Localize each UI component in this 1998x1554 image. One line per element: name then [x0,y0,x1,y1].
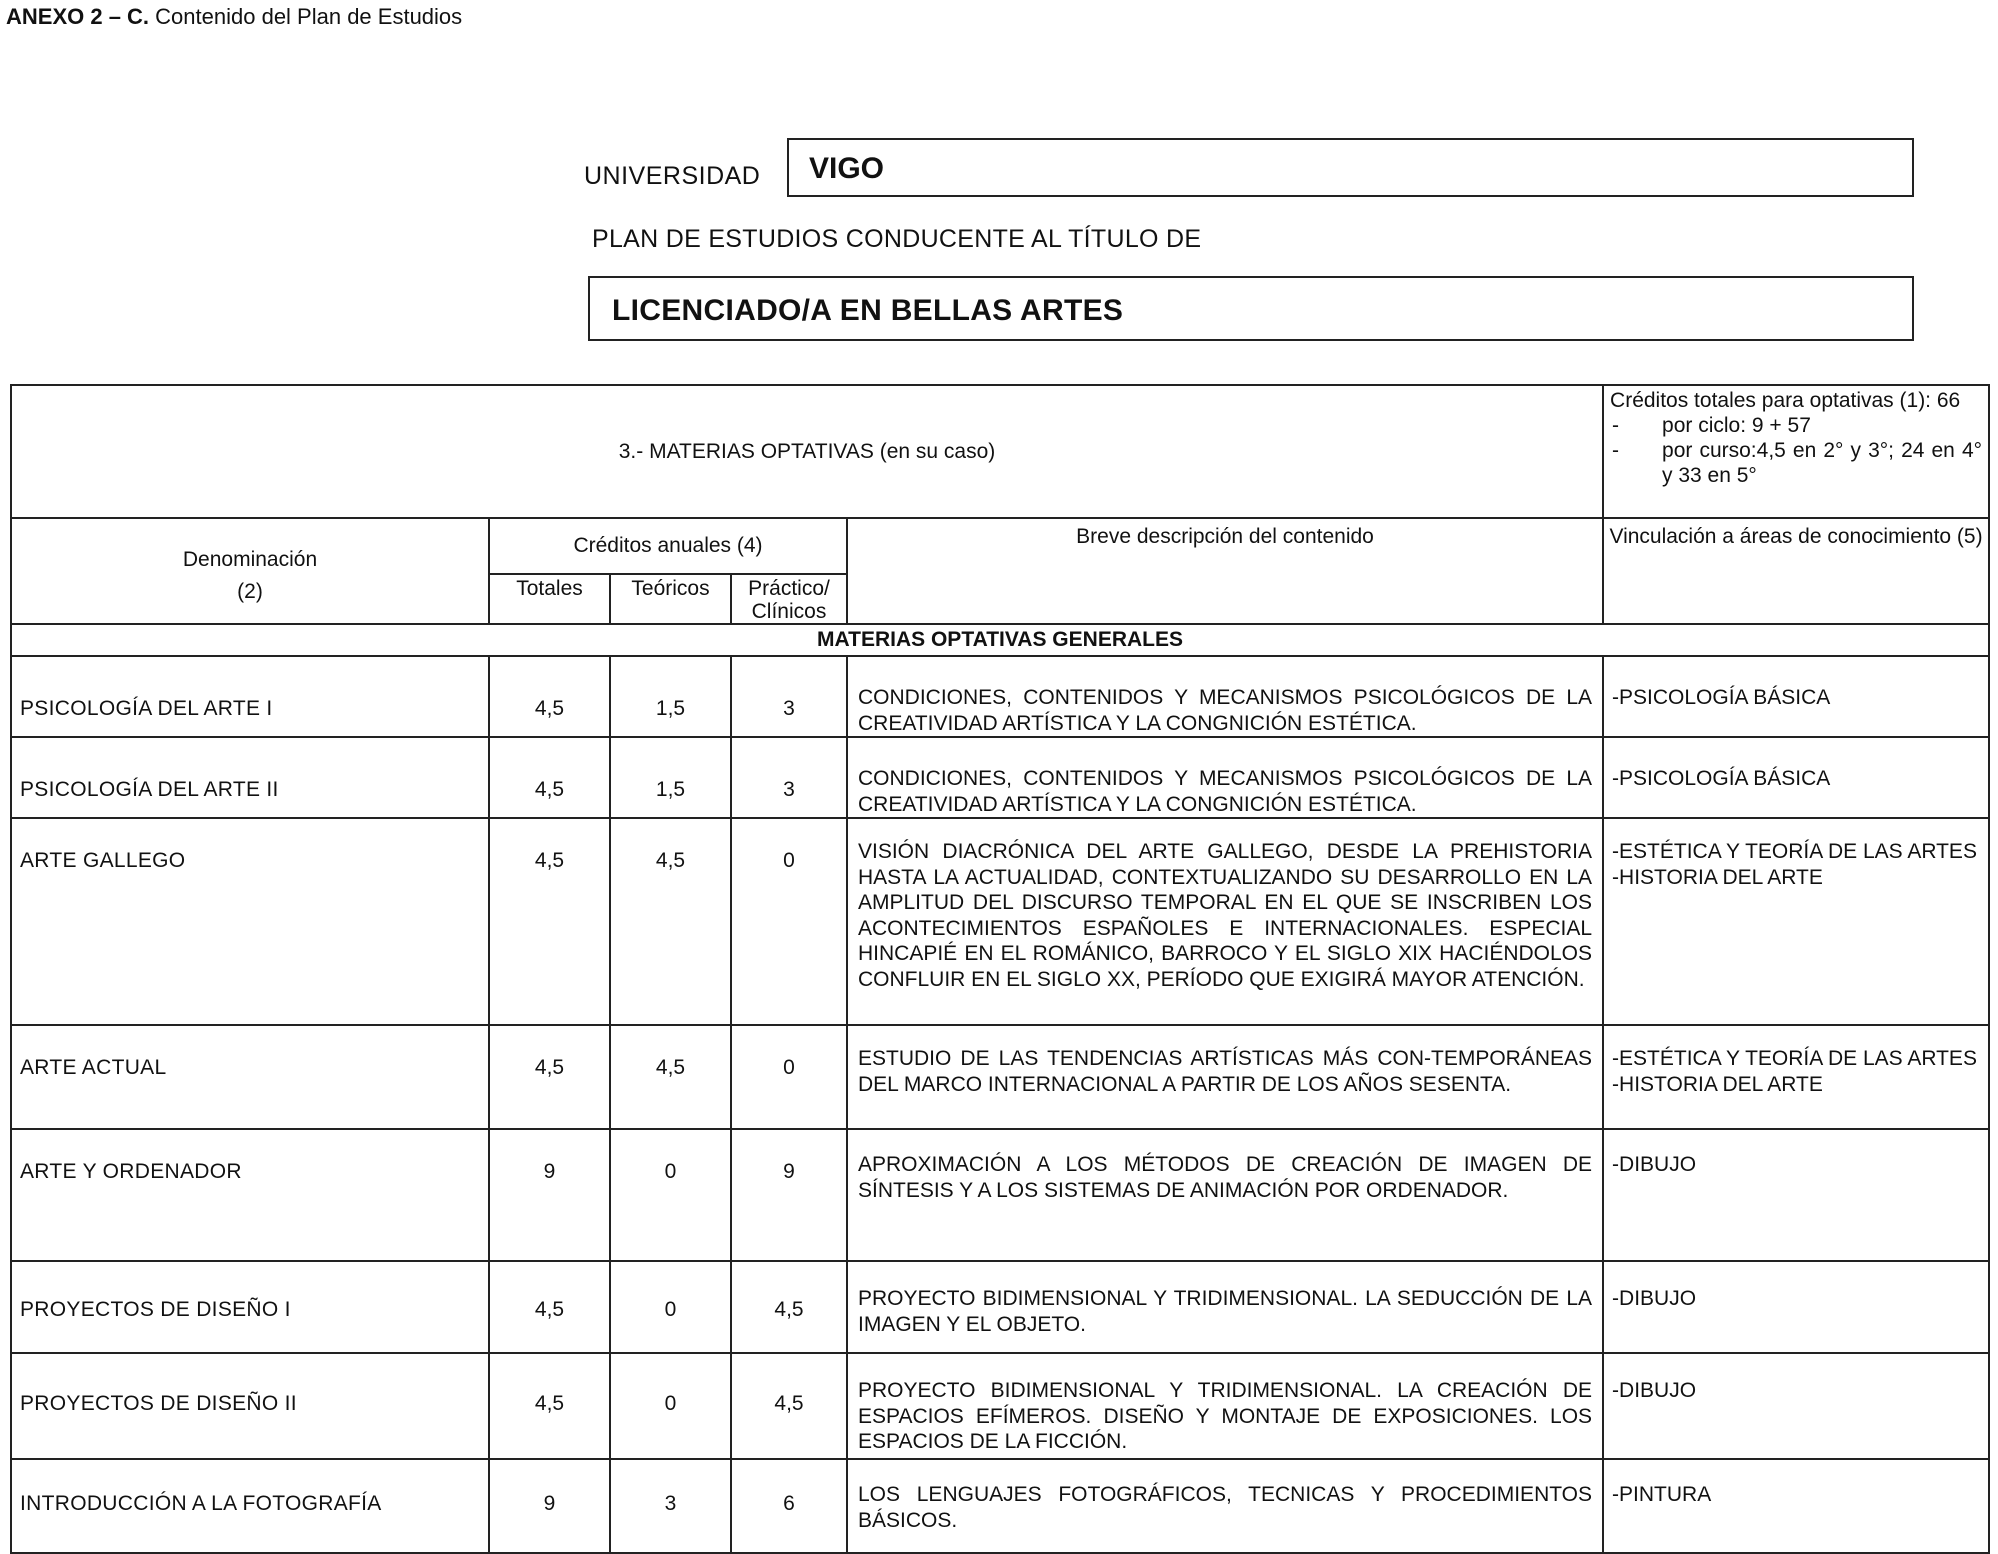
row-practicos: 4,5 [731,1353,847,1459]
row-area: -PSICOLOGÍA BÁSICA [1612,767,1831,790]
row-areas [1603,1261,1989,1353]
row-areas [1603,1129,1989,1261]
row-areas [1603,656,1989,737]
row-teoricos: 3 [610,1459,731,1553]
annex-code: ANEXO 2 – C. [6,4,150,29]
row-areas [1603,1025,1989,1129]
row-description: PROYECTO BIDIMENSIONAL Y TRIDIMENSIONAL. LA CREACIÓN DE ESPACIOS EFÍMEROS. DISEÑO Y MONTAJE DE EXPOSICIONES. LOS ESPACIOS DE LA FICCIÓN. [847,1353,1603,1459]
col-teoricos: Teóricos [610,574,731,624]
table-row [11,737,1989,818]
titulo-field [588,276,1914,341]
row-practicos: 6 [731,1459,847,1553]
row-description: VISIÓN DIACRÓNICA DEL ARTE GALLEGO, DESDE LA PREHISTORIA HASTA LA ACTUALIDAD, CONTEXTUALIZANDO SU DESARROLLO EN LA AMPLITUD DEL DISCURSO TEMPORAL EN EL QUE SE INSCRIBEN LOS ACONTECIMIENTOS ESPAÑOLES E INTERNACIONALES. ESPECIAL HINCAPIÉ EN EL ROMÁNICO, BARROCO Y EL SIGLO XIX HACIÉNDOLOS CONFLUIR EN EL SIGLO XX, PERÍODO QUE EXIGIRÁ MAYOR ATENCIÓN. [847,818,1603,1025]
row-totales: 9 [489,1459,610,1553]
row-area: -DIBUJO [1612,1153,1697,1176]
row-area: -ESTÉTICA Y TEORÍA DE LAS ARTES [1612,840,1977,863]
row-practicos: 3 [731,656,847,737]
row-areas [1603,1353,1989,1459]
row-name: INTRODUCCIÓN A LA FOTOGRAFÍA [11,1459,489,1553]
col-denominacion-label: Denominación [182,548,318,571]
row-practicos: 4,5 [731,1261,847,1353]
section-title: 3.- MATERIAS OPTATIVAS (en su caso) [11,385,1603,518]
group-label: MATERIAS OPTATIVAS GENERALES [11,624,1989,656]
col-vinculacion: Vinculación a áreas de conocimiento (5) [1603,518,1989,624]
row-description: APROXIMACIÓN A LOS MÉTODOS DE CREACIÓN DE IMAGEN DE SÍNTESIS Y A LOS SISTEMAS DE ANIMACIÓN POR ORDENADOR. [847,1129,1603,1261]
col-practicos: Práctico/ Clínicos [731,574,847,624]
row-teoricos: 1,5 [610,737,731,818]
row-totales: 4,5 [489,656,610,737]
row-area: -HISTORIA DEL ARTE [1612,1072,1823,1096]
table-row [11,818,1989,1025]
row-practicos: 0 [731,818,847,1025]
row-description: CONDICIONES, CONTENIDOS Y MECANISMOS PSICOLÓGICOS DE LA CREATIVIDAD ARTÍSTICA Y LA CONGNICIÓN ESTÉTICA. [847,656,1603,737]
col-totales: Totales [489,574,610,624]
por-ciclo: - por ciclo: 9 + 57 [1610,413,1982,438]
row-area: -HISTORIA DEL ARTE [1612,865,1823,889]
row-name: PROYECTOS DE DISEÑO I [11,1261,489,1353]
col-descripcion: Breve descripción del contenido [847,518,1603,624]
table-row [11,656,1989,737]
creditos-optativas-box [1603,385,1989,518]
row-name: PSICOLOGÍA DEL ARTE II [11,737,489,818]
row-name: ARTE GALLEGO [11,818,489,1025]
row-name: ARTE Y ORDENADOR [11,1129,489,1261]
row-teoricos: 0 [610,1353,731,1459]
row-teoricos: 0 [610,1261,731,1353]
row-areas [1603,1459,1989,1553]
annex-title: Contenido del Plan de Estudios [155,4,463,29]
row-teoricos: 4,5 [610,818,731,1025]
row-description: LOS LENGUAJES FOTOGRÁFICOS, TECNICAS Y PROCEDIMIENTOS BÁSICOS. [847,1459,1603,1553]
row-totales: 9 [489,1129,610,1261]
titulo-value: LICENCIADO/A EN BELLAS ARTES [612,294,1124,327]
row-area: -DIBUJO [1612,1379,1697,1402]
row-totales: 4,5 [489,1025,610,1129]
row-name: ARTE ACTUAL [11,1025,489,1129]
row-description: PROYECTO BIDIMENSIONAL Y TRIDIMENSIONAL. LA SEDUCCIÓN DE LA IMAGEN Y EL OBJETO. [847,1261,1603,1353]
row-description: CONDICIONES, CONTENIDOS Y MECANISMOS PSICOLÓGICOS DE LA CREATIVIDAD ARTÍSTICA Y LA CONGNICIÓN ESTÉTICA. [847,737,1603,818]
row-areas [1603,737,1989,818]
row-area: -PINTURA [1612,1483,1712,1506]
row-teoricos: 1,5 [610,656,731,737]
row-practicos: 9 [731,1129,847,1261]
row-areas [1603,818,1989,1025]
universidad-field [787,138,1914,197]
table-row [11,1459,1989,1553]
row-practicos: 0 [731,1025,847,1129]
universidad-value: VIGO [809,152,885,185]
row-totales: 4,5 [489,1353,610,1459]
row-area: -ESTÉTICA Y TEORÍA DE LAS ARTES [1612,1047,1977,1070]
row-area: -DIBUJO [1612,1287,1697,1310]
row-totales: 4,5 [489,737,610,818]
col-denominacion-note: (2) [237,580,263,603]
row-name: PSICOLOGÍA DEL ARTE I [11,656,489,737]
table-row [11,1129,1989,1261]
row-area: -PSICOLOGÍA BÁSICA [1612,686,1831,709]
row-totales: 4,5 [489,818,610,1025]
row-name: PROYECTOS DE DISEÑO II [11,1353,489,1459]
por-curso: - por curso:4,5 en 2° y 3°; 24 en 4° y 33 en 5° [1610,438,1982,488]
table-row [11,1261,1989,1353]
optativas-table [10,384,1990,1554]
table-row [11,1025,1989,1129]
plan-label: PLAN DE ESTUDIOS CONDUCENTE AL TÍTULO DE [592,225,1202,253]
annex-heading [6,4,462,30]
col-denominacion [11,518,489,624]
universidad-label: UNIVERSIDAD [584,162,761,190]
creditos-totales: Créditos totales para optativas (1): 66 [1610,389,1961,412]
row-teoricos: 4,5 [610,1025,731,1129]
col-creditos-anuales: Créditos anuales (4) [489,518,847,574]
table-row [11,1353,1989,1459]
row-totales: 4,5 [489,1261,610,1353]
row-description: ESTUDIO DE LAS TENDENCIAS ARTÍSTICAS MÁS CON-TEMPORÁNEAS DEL MARCO INTERNACIONAL A PARTIR DE LOS AÑOS SESENTA. [847,1025,1603,1129]
row-practicos: 3 [731,737,847,818]
row-teoricos: 0 [610,1129,731,1261]
